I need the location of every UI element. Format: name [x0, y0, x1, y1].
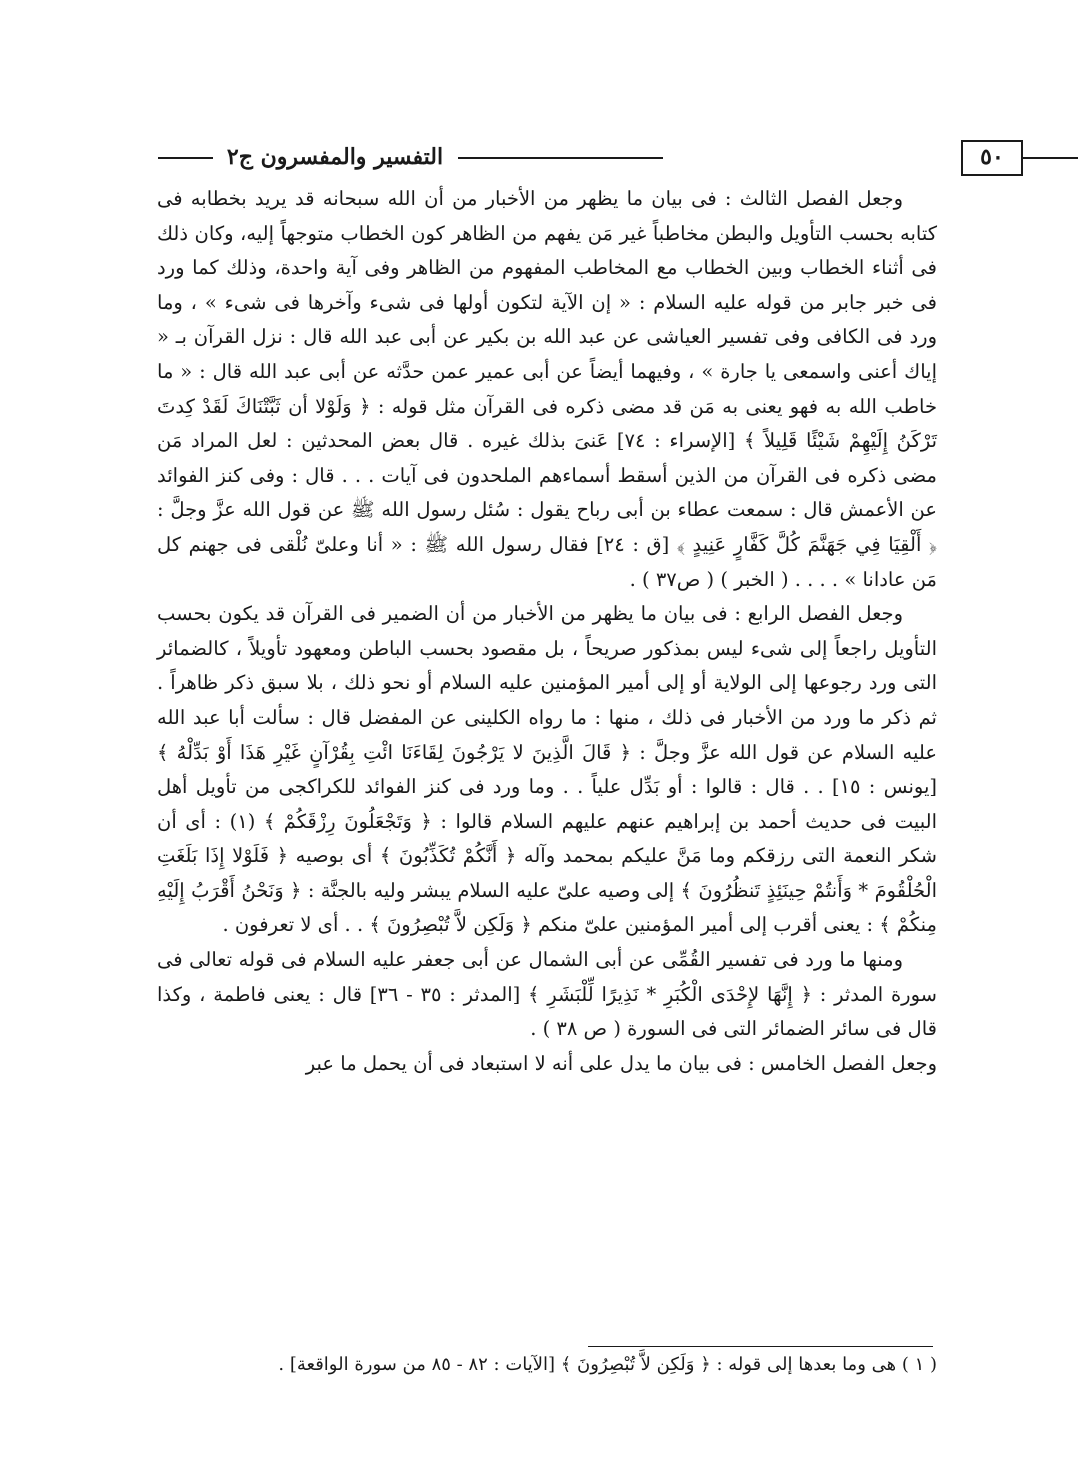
paragraph-qummi: ومنها ما ورد فى تفسير القُمِّى عن أبى الشمال عن أبى جعفر عليه السلام فى قوله تعالى فى سورة المدثر : ﴿ إِنَّهَا لإِحْدَى الْكُبَرِ * نَذِيرًا لِّلْبَشَرِ ﴾ [المدثر : ٣٥ - ٣٦] قال : يعنى فاطمة ، وكذا قال فى سائر الضمائر التى فى السورة ( ص ٣٨ ) . [157, 948, 937, 1041]
header-rule-left [158, 157, 213, 159]
paragraph-chapter-three: وجعل الفصل الثالث : فى بيان ما يظهر من الأخبار من أن الله سبحانه قد يريد بخطابه فى كتابه بحسب التأويل والبطن مخاطباً غير مَن يفهم من الظاهر كون الخطاب متوجهاً إليه، وكان ذلك فى أثناء الخطاب وبين الخطاب مع المخاطب المفهوم من الظاهر وفى آية واحدة، وذلك كما ورد فى خبر جابر من قوله عليه السلام : « إن الآية لتكون أولها فى شىء وآخرها فى شىء » ، وما ورد فى الكافى وفى تفسير العياشى عن عبد الله بن بكير عن أبى عبد الله قال : نزل القرآن بـ « إياك أعنى واسمعى يا جارة » ، وفيهما أيضاً عن أبى عمير عمن حدَّثه عن أبى عبد الله قال : « ما خاطب الله به فهو يعنى به مَن قد مضى ذكره فى القرآن مثل قوله : ﴿ وَلَوْلا أن ثَبَّتْنَاكَ لَقَدْ كِدتَ تَرْكَنُ إِلَيْهِمْ شَيْئًا قَلِيلاً ﴾ [الإسراء : ٧٤] عَنىَ بذلك غيره . قال بعض المحدثين : لعل المراد مَن مضى ذكره فى القرآن من الذين أسقط أسماءهم الملحدون فى آيات . . . قال : وفى كنز الفوائد عن الأعمش قال : سمعت عطاء بن أبى رباح يقول : سُئل رسول الله ﷺ عن قول الله عزَّ وجلَّ : ﴿ أَلْقِيَا فِي جَهَنَّمَ كُلَّ كَفَّارٍ عَنِيدٍ ﴾ [ق : ٢٤] فقال رسول الله ﷺ : « أنا وعلىّ نُلْقى فى جهنم كل مَن عادانا » . . . . ( الخبر ) ( ص٣٧ ) . [157, 187, 937, 591]
running-title: التفسير والمفسرون ج٢ [226, 144, 444, 170]
paragraph-chapter-five: وجعل الفصل الخامس : فى بيان ما يدل على أنه لا استبعاد فى أن يحمل ما عبر [305, 1051, 937, 1075]
page-number: ٥٠ [961, 140, 1023, 176]
body-text [157, 182, 937, 1081]
footnote-separator [588, 1346, 933, 1347]
page-header [158, 140, 1004, 180]
paragraph-chapter-four: وجعل الفصل الرابع : فى بيان ما يظهر من الأخبار من أن الضمير فى القرآن قد يكون بحسب التأويل راجعاً إلى شىء ليس بمذكور صريحاً ، بل مقصود بحسب الباطن ومعهود تأويلاً ، كالضمائر التى ورد رجوعها إلى الولاية أو إلى أمير المؤمنين عليه السلام أو نحو ذلك ، بلا سبق ذكر ظاهراً . ثم ذكر ما ورد من الأخبار فى ذلك ، منها : ما رواه الكلينى عن المفضل قال : سألت أبا عبد الله عليه السلام عن قول الله عزَّ وجلَّ : ﴿ قَالَ الَّذِينَ لا يَرْجُونَ لِقَاءَنَا ائْتِ بِقُرْآنٍ غَيْرِ هَذَا أَوْ بَدِّلْهُ ﴾ [يونس : ١٥] . . قال : قالوا : أو بَدِّل علياً . . وما ورد فى كنز الفوائد للكراكجى من تأويل أهل البيت فى حديث أحمد بن إبراهيم عنهم عليهم السلام قالوا : ﴿ وَتَجْعَلُونَ رِزْقَكُمْ ﴾ (١) : أى أن شكر النعمة التى رزقكم وما مَنَّ عليكم بمحمد وآله ﴿ أَنَّكُمْ تُكَذِّبُونَ ﴾ أى بوصيه ﴿ فَلَوْلا إِذَا بَلَغَتِ الْحُلْقُومَ * وَأَنتُمْ حِينَئِذٍ تَنظُرُونَ ﴾ إلى وصيه علىّ عليه السلام يبشر وليه بالجنَّة : ﴿ وَنَحْنُ أَقْرَبُ إِلَيْهِ مِنكُمْ ﴾ : يعنى أقرب إلى أمير المؤمنين علىّ منكم ﴿ وَلَكِن لاَّ تُبْصِرُونَ ﴾ . . أى لا تعرفون . [157, 602, 937, 937]
header-rule-right [1023, 157, 1078, 159]
footnote: ( ١ ) هى وما بعدها إلى قوله : ﴿ وَلَكِن لاَّ تُبْصِرُونَ ﴾ [الآيات : ٨٢ - ٨٥ من سورة الواقعة] . [278, 1354, 937, 1375]
header-rule-middle [458, 157, 663, 159]
